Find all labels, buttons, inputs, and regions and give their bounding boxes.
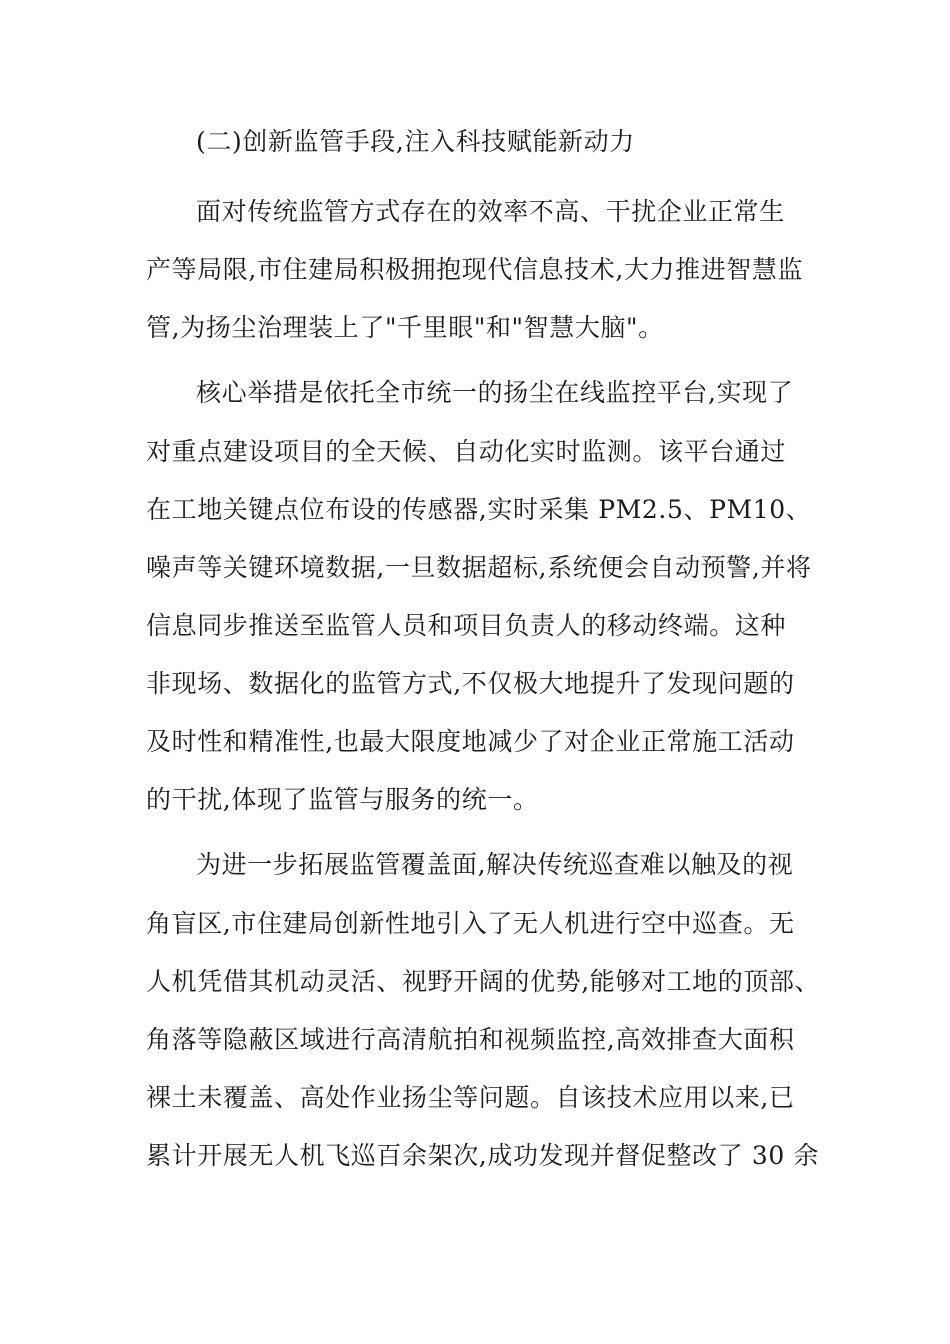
paragraph-line: 为进一步拓展监管覆盖面,解决传统巡查难以触及的视 xyxy=(196,850,794,879)
paragraph-line: 噪声等关键环境数据,一旦数据超标,系统便会自动预警,并将 xyxy=(146,553,812,582)
paragraph-line: 角盲区,市住建局创新性地引入了无人机进行空中巡查。无 xyxy=(146,909,795,938)
paragraph-line: 面对传统监管方式存在的效率不高、干扰企业正常生 xyxy=(196,197,785,226)
section-heading: (二)创新监管手段,注入科技赋能新动力 xyxy=(196,127,635,156)
paragraph-line: 管,为扬尘治理装上了"千里眼"和"智慧大脑"。 xyxy=(146,313,664,342)
paragraph-line: 裸土未覆盖、高处作业扬尘等问题。自该技术应用以来,已 xyxy=(146,1083,795,1112)
paragraph-line: 非现场、数据化的监管方式,不仅极大地提升了发现问题的 xyxy=(146,669,795,698)
paragraph-line: 产等局限,市住建局积极拥抱现代信息技术,大力推进智慧监 xyxy=(146,255,804,284)
paragraph-line: 的干扰,体现了监管与服务的统一。 xyxy=(146,785,539,814)
paragraph-line: 对重点建设项目的全天候、自动化实时监测。该平台通过 xyxy=(146,437,787,466)
paragraph-line: 信息同步推送至监管人员和项目负责人的移动终端。这种 xyxy=(146,611,787,640)
paragraph-line: 角落等隐蔽区域进行高清航拍和视频监控,高效排查大面积 xyxy=(146,1025,795,1054)
paragraph-line: 在工地关键点位布设的传感器,实时采集 PM2.5、PM10、 xyxy=(146,495,812,524)
paragraph-line: 累计开展无人机飞巡百余架次,成功发现并督促整改了 30 余 xyxy=(146,1141,820,1170)
paragraph-line: 核心举措是依托全市统一的扬尘在线监控平台,实现了 xyxy=(196,378,794,407)
paragraph-line: 人机凭借其机动灵活、视野开阔的优势,能够对工地的顶部、 xyxy=(146,967,821,996)
paragraph-line: 及时性和精准性,也最大限度地减少了对企业正常施工活动 xyxy=(146,727,795,756)
